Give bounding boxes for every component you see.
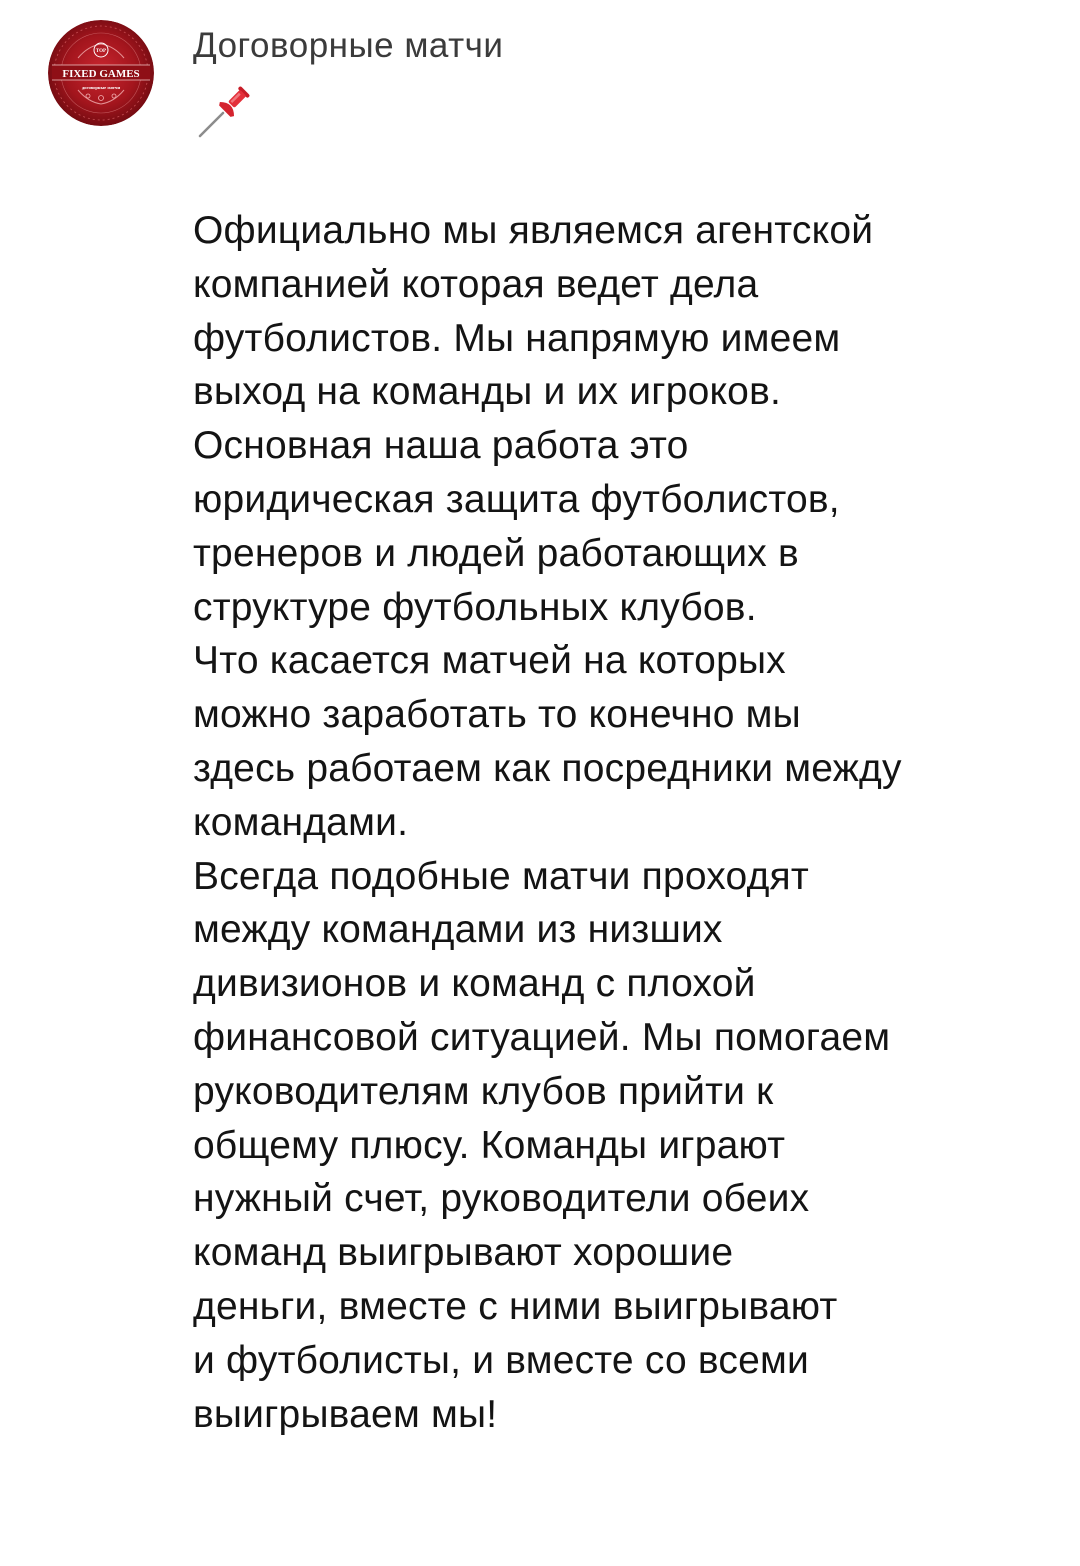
message-line: между командами из низших — [193, 908, 723, 952]
avatar-brand-label: FIXED GAMES — [62, 68, 140, 80]
message-line: здесь работаем как посредники между — [193, 746, 902, 790]
message-line: Официально мы являемся агентской — [193, 209, 874, 252]
message-line: нужный счет, руководители обеих — [193, 1177, 810, 1221]
message-text — [193, 204, 1063, 1441]
message-line: юридическая защита футболистов, — [193, 477, 840, 521]
avatar-top-label: TOP — [95, 49, 107, 54]
message-line: финансовой ситуацией. Мы помогаем — [193, 1015, 891, 1059]
fixed-games-logo-icon — [48, 20, 154, 126]
message-line: компанией которая ведет дела — [193, 262, 759, 306]
channel-name[interactable]: Договорные матчи — [193, 26, 504, 65]
channel-avatar[interactable] — [48, 20, 154, 126]
avatar-sub-label: договорные матчи — [81, 85, 121, 90]
message-line: Что касается матчей на которых — [193, 639, 786, 683]
message-line: деньги, вместе с ними выигрывают — [193, 1284, 838, 1328]
message-line: Всегда подобные матчи проходят — [193, 854, 809, 898]
message-line: футболистов. Мы напрямую имеем — [193, 316, 841, 360]
message-line: общему плюсу. Команды играют — [193, 1123, 786, 1167]
message-line: тренеров и людей работающих в — [193, 531, 799, 575]
message-line: структуре футбольных клубов. — [193, 585, 757, 629]
message-line: команд выигрывают хорошие — [193, 1231, 734, 1275]
message-line: командами. — [193, 800, 409, 844]
message-line: выход на команды и их игроков. — [193, 370, 782, 414]
message-line: и футболисты, и вместе со всеми — [193, 1338, 809, 1382]
message-line: руководителям клубов прийти к — [193, 1069, 774, 1113]
message-line: выигрываем мы! — [193, 1392, 498, 1436]
pushpin-icon — [196, 80, 258, 140]
message-line: дивизионов и команд с плохой — [193, 962, 756, 1006]
message-line: можно заработать то конечно мы — [193, 693, 801, 737]
message-line: Основная наша работа это — [193, 424, 689, 468]
